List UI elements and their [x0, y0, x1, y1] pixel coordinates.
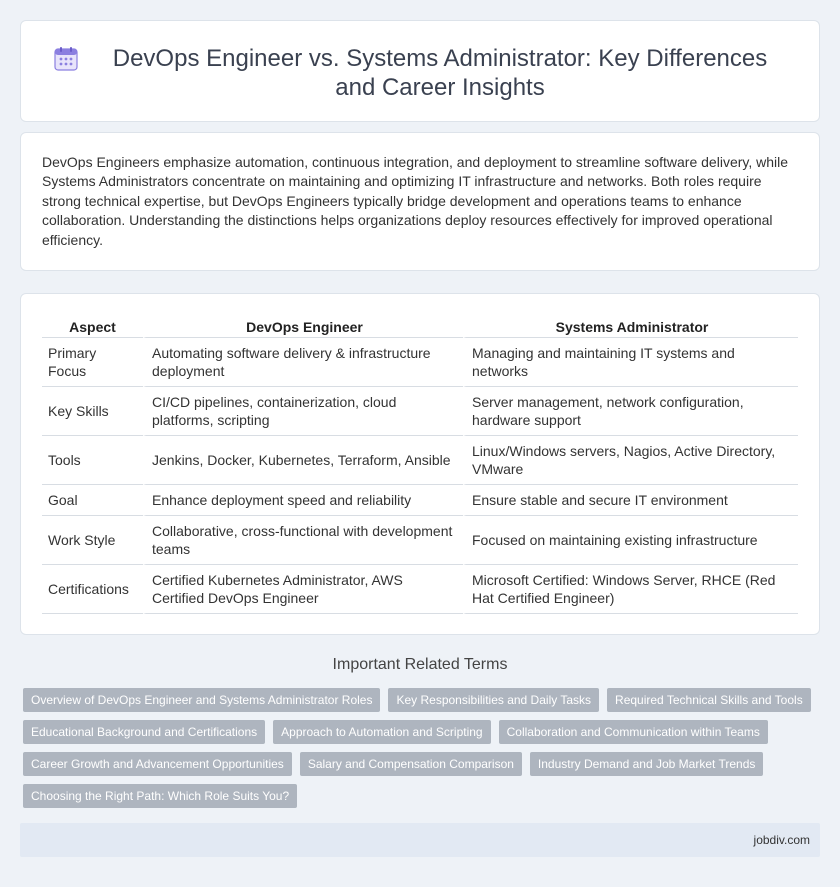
- related-terms-title: Important Related Terms: [332, 656, 508, 673]
- cell-sysadmin: Focused on maintaining existing infrastructure: [463, 516, 798, 565]
- table-row: [42, 387, 798, 436]
- footer: [20, 823, 820, 857]
- cell-devops: CI/CD pipelines, containerization, cloud platforms, scripting: [143, 387, 463, 436]
- comparison-card: [20, 293, 820, 635]
- intro-card: [20, 132, 820, 271]
- related-term-tag[interactable]: Collaboration and Communication within Teams: [499, 720, 768, 744]
- title-card: [20, 20, 820, 122]
- cell-aspect: Certifications: [42, 565, 143, 614]
- cell-devops: Certified Kubernetes Administrator, AWS Certified DevOps Engineer: [143, 565, 463, 614]
- header-aspect: Aspect: [42, 316, 143, 338]
- related-term-tag[interactable]: Salary and Compensation Comparison: [300, 752, 522, 776]
- comparison-table: [42, 316, 798, 614]
- table-header-row: [42, 316, 798, 338]
- cell-aspect: Primary Focus: [42, 338, 143, 387]
- cell-devops: Enhance deployment speed and reliability: [143, 485, 463, 516]
- cell-devops: Jenkins, Docker, Kubernetes, Terraform, Ansible: [143, 436, 463, 485]
- related-term-tag[interactable]: Approach to Automation and Scripting: [273, 720, 490, 744]
- cell-sysadmin: Microsoft Certified: Windows Server, RHCE (Red Hat Certified Engineer): [463, 565, 798, 614]
- related-term-tag[interactable]: Career Growth and Advancement Opportunities: [23, 752, 292, 776]
- table-row: [42, 436, 798, 485]
- table-row: [42, 338, 798, 387]
- related-term-tag[interactable]: Key Responsibilities and Daily Tasks: [388, 688, 599, 712]
- cell-aspect: Key Skills: [42, 387, 143, 436]
- cell-sysadmin: Linux/Windows servers, Nagios, Active Directory, VMware: [463, 436, 798, 485]
- footer-site-link[interactable]: jobdiv.com: [753, 833, 810, 847]
- related-term-tag[interactable]: Educational Background and Certifications: [23, 720, 265, 744]
- table-row: [42, 565, 798, 614]
- related-term-tag[interactable]: Required Technical Skills and Tools: [607, 688, 811, 712]
- cell-devops: Automating software delivery & infrastructure deployment: [143, 338, 463, 387]
- related-term-tag[interactable]: Overview of DevOps Engineer and Systems Administrator Roles: [23, 688, 380, 712]
- cell-sysadmin: Managing and maintaining IT systems and networks: [463, 338, 798, 387]
- related-terms-list: [23, 688, 813, 808]
- cell-aspect: Goal: [42, 485, 143, 516]
- header-devops: DevOps Engineer: [143, 316, 463, 338]
- table-row: [42, 485, 798, 516]
- cell-devops: Collaborative, cross-functional with development teams: [143, 516, 463, 565]
- cell-aspect: Tools: [42, 436, 143, 485]
- header-sysadmin: Systems Administrator: [463, 316, 798, 338]
- related-term-tag[interactable]: Industry Demand and Job Market Trends: [530, 752, 763, 776]
- table-row: [42, 516, 798, 565]
- cell-sysadmin: Server management, network configuration, hardware support: [463, 387, 798, 436]
- cell-sysadmin: Ensure stable and secure IT environment: [463, 485, 798, 516]
- related-term-tag[interactable]: Choosing the Right Path: Which Role Suits You?: [23, 784, 297, 808]
- intro-text: DevOps Engineers emphasize automation, continuous integration, and deployment to streamline software delivery, while Systems Administrators concentrate on maintaining and optimizing IT infrastructure and networks. Both roles require strong technical expertise, but DevOps Engineers typically bridge development and operations teams to enhance collaboration. Understanding the distinctions helps organizations deploy resources effectively for improved operational efficiency.: [42, 154, 789, 248]
- cell-aspect: Work Style: [42, 516, 143, 565]
- page-title: DevOps Engineer vs. Systems Administrator: Key Differences and Career Insights: [112, 45, 768, 101]
